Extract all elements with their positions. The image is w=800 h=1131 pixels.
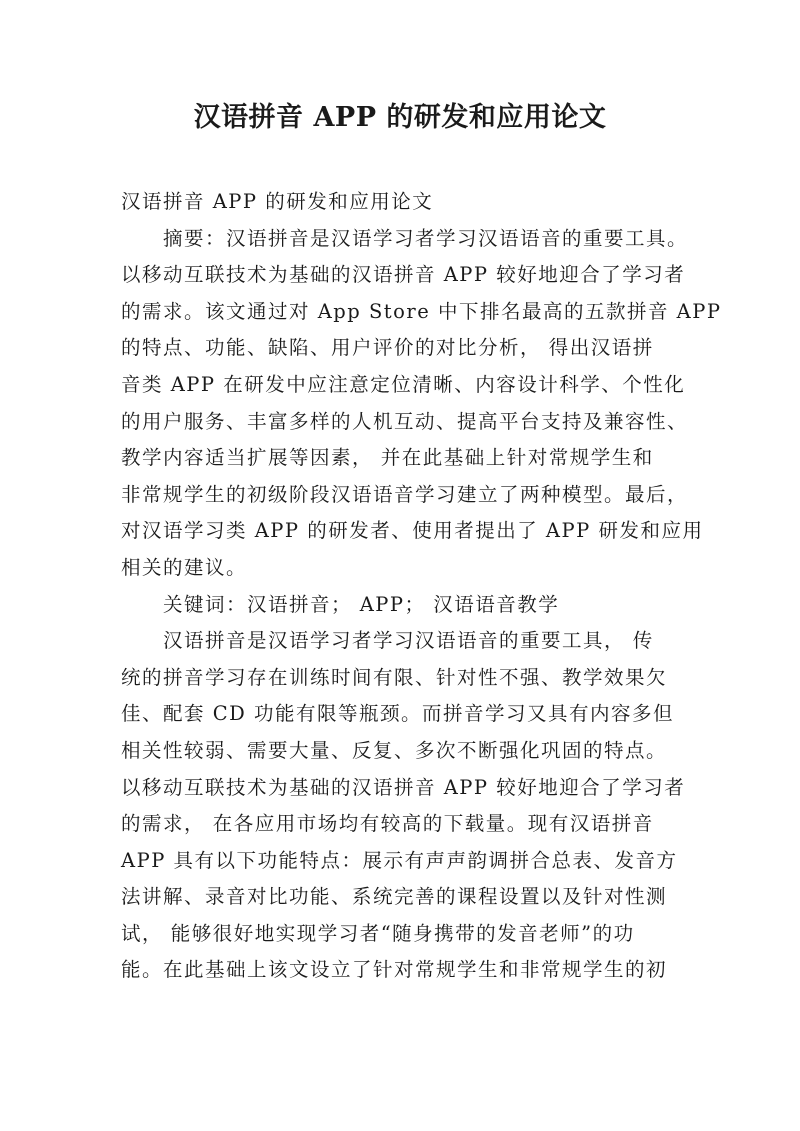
body-line: 相关性较弱、需要大量、反复、多次不断强化巩固的特点。 <box>121 738 668 762</box>
body-line: 法讲解、录音对比功能、系统完善的课程设置以及针对性测 <box>121 885 668 909</box>
body-line: 以移动互联技术为基础的汉语拼音 APP 较好地迎合了学习者 <box>121 775 686 799</box>
body-line: 关键词：汉语拼音； APP； 汉语语音教学 <box>121 592 560 616</box>
body-line: 音类 APP 在研发中应注意定位清晰、内容设计科学、个性化 <box>121 372 686 396</box>
body-line: 的特点、功能、缺陷、用户评价的对比分析， 得出汉语拼 <box>121 336 654 360</box>
body-line: 统的拼音学习存在训练时间有限、针对性不强、教学效果欠 <box>121 665 668 689</box>
body-line: 的需求。该文通过对 App Store 中下排名最高的五款拼音 APP <box>121 299 722 323</box>
body-line: 教学内容适当扩展等因素， 并在此基础上针对常规学生和 <box>121 446 654 470</box>
body-line: 相关的建议。 <box>121 555 248 579</box>
body-line: 对汉语学习类 APP 的研发者、使用者提出了 APP 研发和应用 <box>121 519 704 543</box>
body-line: APP 具有以下功能特点：展示有声声韵调拼合总表、发音方 <box>121 848 678 872</box>
body-line: 汉语拼音 APP 的研发和应用论文 <box>121 190 434 213</box>
body-line: 汉语拼音是汉语学习者学习汉语语音的重要工具， 传 <box>121 629 654 653</box>
body-line: 非常规学生的初级阶段汉语语音学习建立了两种模型。最后， <box>121 482 689 506</box>
body-line: 以移动互联技术为基础的汉语拼音 APP 较好地迎合了学习者 <box>121 263 686 287</box>
body-line: 佳、配套 CD 功能有限等瓶颈。而拼音学习又具有内容多但 <box>121 702 674 726</box>
body-line: 的用户服务、丰富多样的人机互动、提高平台支持及兼容性、 <box>121 409 689 433</box>
document-title: 汉语拼音 APP 的研发和应用论文 <box>193 102 607 133</box>
body-line: 的需求， 在各应用市场均有较高的下载量。现有汉语拼音 <box>121 812 654 836</box>
body-line: 摘要：汉语拼音是汉语学习者学习汉语语音的重要工具。 <box>121 226 689 250</box>
body-line: 能。在此基础上该文设立了针对常规学生和非常规学生的初 <box>121 958 668 982</box>
body-line: 试， 能够很好地实现学习者“随身携带的发音老师”的功 <box>121 921 635 945</box>
document-body <box>121 184 722 989</box>
